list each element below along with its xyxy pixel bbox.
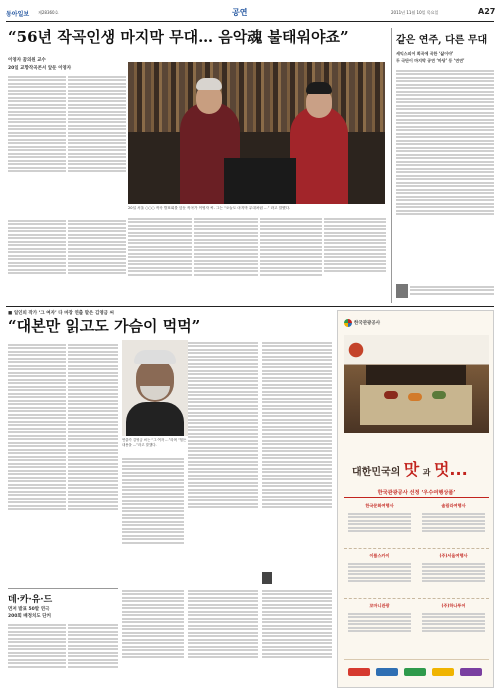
ad-product-title: (주)서울여행사 bbox=[439, 553, 468, 558]
ad-product bbox=[418, 551, 489, 599]
section-name: 공연 bbox=[232, 8, 248, 17]
ad-hero-photo bbox=[344, 335, 489, 433]
book-body-col2 bbox=[68, 622, 118, 688]
story1-body-col1b bbox=[8, 218, 66, 302]
book-box-rule bbox=[8, 588, 118, 589]
story1-body-col2 bbox=[68, 74, 126, 216]
story2-body-col2 bbox=[68, 342, 118, 584]
paper-name: 동아일보 bbox=[6, 11, 30, 18]
story1-body-col1 bbox=[8, 74, 66, 216]
sidebar-photo bbox=[396, 284, 408, 298]
book-sub-2: 200회 배정치도 단커 bbox=[8, 614, 51, 619]
ad-product-title: 꼬마니관광 bbox=[369, 603, 390, 608]
book-body-col3 bbox=[122, 588, 184, 688]
story1-subhead: 20일 교향작곡콘서 앞둔 이영자 bbox=[8, 66, 72, 71]
small-badge bbox=[262, 572, 272, 584]
ad-product-title: 솔림라여행사 bbox=[441, 503, 466, 508]
story2-body-col4 bbox=[188, 340, 258, 584]
ad-banner-rule bbox=[344, 497, 489, 498]
story1-body-col2b bbox=[68, 218, 126, 302]
ad-tagline bbox=[352, 457, 468, 480]
advertisement bbox=[337, 310, 494, 688]
ad-banner: 한국관광공사 선정 ‘우수여행상품’ bbox=[377, 490, 456, 496]
ad-tagline-text: 대한민국의 bbox=[352, 467, 401, 478]
story2-kicker: ■ 일인피 작가 ‘그 여자’ 다 마장 연출 말은 김영금 씨 bbox=[8, 311, 114, 316]
section-rule bbox=[6, 306, 494, 307]
ad-product bbox=[344, 501, 415, 549]
person-right bbox=[290, 106, 348, 204]
masthead bbox=[6, 5, 494, 21]
sidebar-body bbox=[396, 68, 494, 282]
story2-headline: “대본만 읽고도 가슴이 먹먹” bbox=[8, 317, 201, 335]
ad-product-title: 한국문화여행사 bbox=[365, 503, 394, 508]
book-body-col5 bbox=[262, 588, 332, 688]
tourism-logo-icon bbox=[344, 319, 352, 327]
ad-product-title: (주)하나투어 bbox=[441, 603, 466, 608]
issue-date: 2011년 11월 10일 목요일 bbox=[391, 10, 439, 15]
sidebar-note bbox=[410, 284, 494, 300]
story1-body-col6 bbox=[324, 216, 386, 302]
issue-number: 제28360호 bbox=[38, 10, 59, 15]
book-body-col1 bbox=[8, 622, 66, 688]
book-sub-1: 먼저 발표 50발 연극 bbox=[8, 607, 50, 612]
story2-caption: 연출가 김영금 씨는 “그 여자 …”라며 “힘든 내용을 …”라고 말했다. bbox=[122, 438, 187, 447]
sidebar-subhead-2: 두 극단이 마지막 공연 ‘마당’ 등 ‘연연’ bbox=[396, 58, 465, 63]
ad-products bbox=[344, 501, 489, 651]
story1-body-col4 bbox=[194, 216, 258, 302]
sidebar-subhead: 세익스피어 희곡에 곡한 ‘삶이야’ bbox=[396, 51, 454, 56]
ad-tagline-conj: 과 bbox=[422, 468, 431, 477]
story2-body-col3 bbox=[122, 456, 184, 584]
ad-product bbox=[418, 601, 489, 649]
story1-headline: “56년 작곡인생 마지막 무대… 음악魂 불태워야죠” bbox=[8, 28, 349, 46]
sidebar-headline: 같은 연주, 다른 무대 bbox=[396, 35, 488, 46]
story1-photo bbox=[128, 62, 385, 204]
book-body-col4 bbox=[188, 588, 258, 688]
page-number: A27 bbox=[478, 7, 496, 16]
ad-tagline-meot: 멋... bbox=[433, 460, 468, 479]
book-title: 데·카·유·드 bbox=[8, 595, 53, 605]
ad-product bbox=[344, 601, 415, 649]
story1-body-col3 bbox=[128, 216, 192, 302]
masthead-rule bbox=[6, 21, 494, 22]
story1-kicker: 이영자 꿈의원 교수 bbox=[8, 58, 46, 63]
story2-photo bbox=[122, 340, 188, 436]
story2-body-col5 bbox=[262, 340, 332, 584]
column-divider bbox=[391, 28, 392, 303]
ad-product bbox=[418, 501, 489, 549]
story1-body-col5 bbox=[260, 216, 322, 302]
story2-body-col1 bbox=[8, 342, 66, 584]
ad-org-name: 한국관광공사 bbox=[354, 321, 381, 326]
ad-product-title: 이플스카이 bbox=[369, 553, 390, 558]
story1-caption: 20일 서울 ○○○ 작곡 발표회를 앞둔 작곡가 이영자 씨. 그는 “오늘도 마지막 무대처럼 …” 라고 말했다. bbox=[128, 206, 291, 210]
ad-tagline-mat: 맛 bbox=[403, 460, 420, 479]
ad-product bbox=[344, 551, 415, 599]
ad-sponsor-logos bbox=[344, 659, 489, 683]
